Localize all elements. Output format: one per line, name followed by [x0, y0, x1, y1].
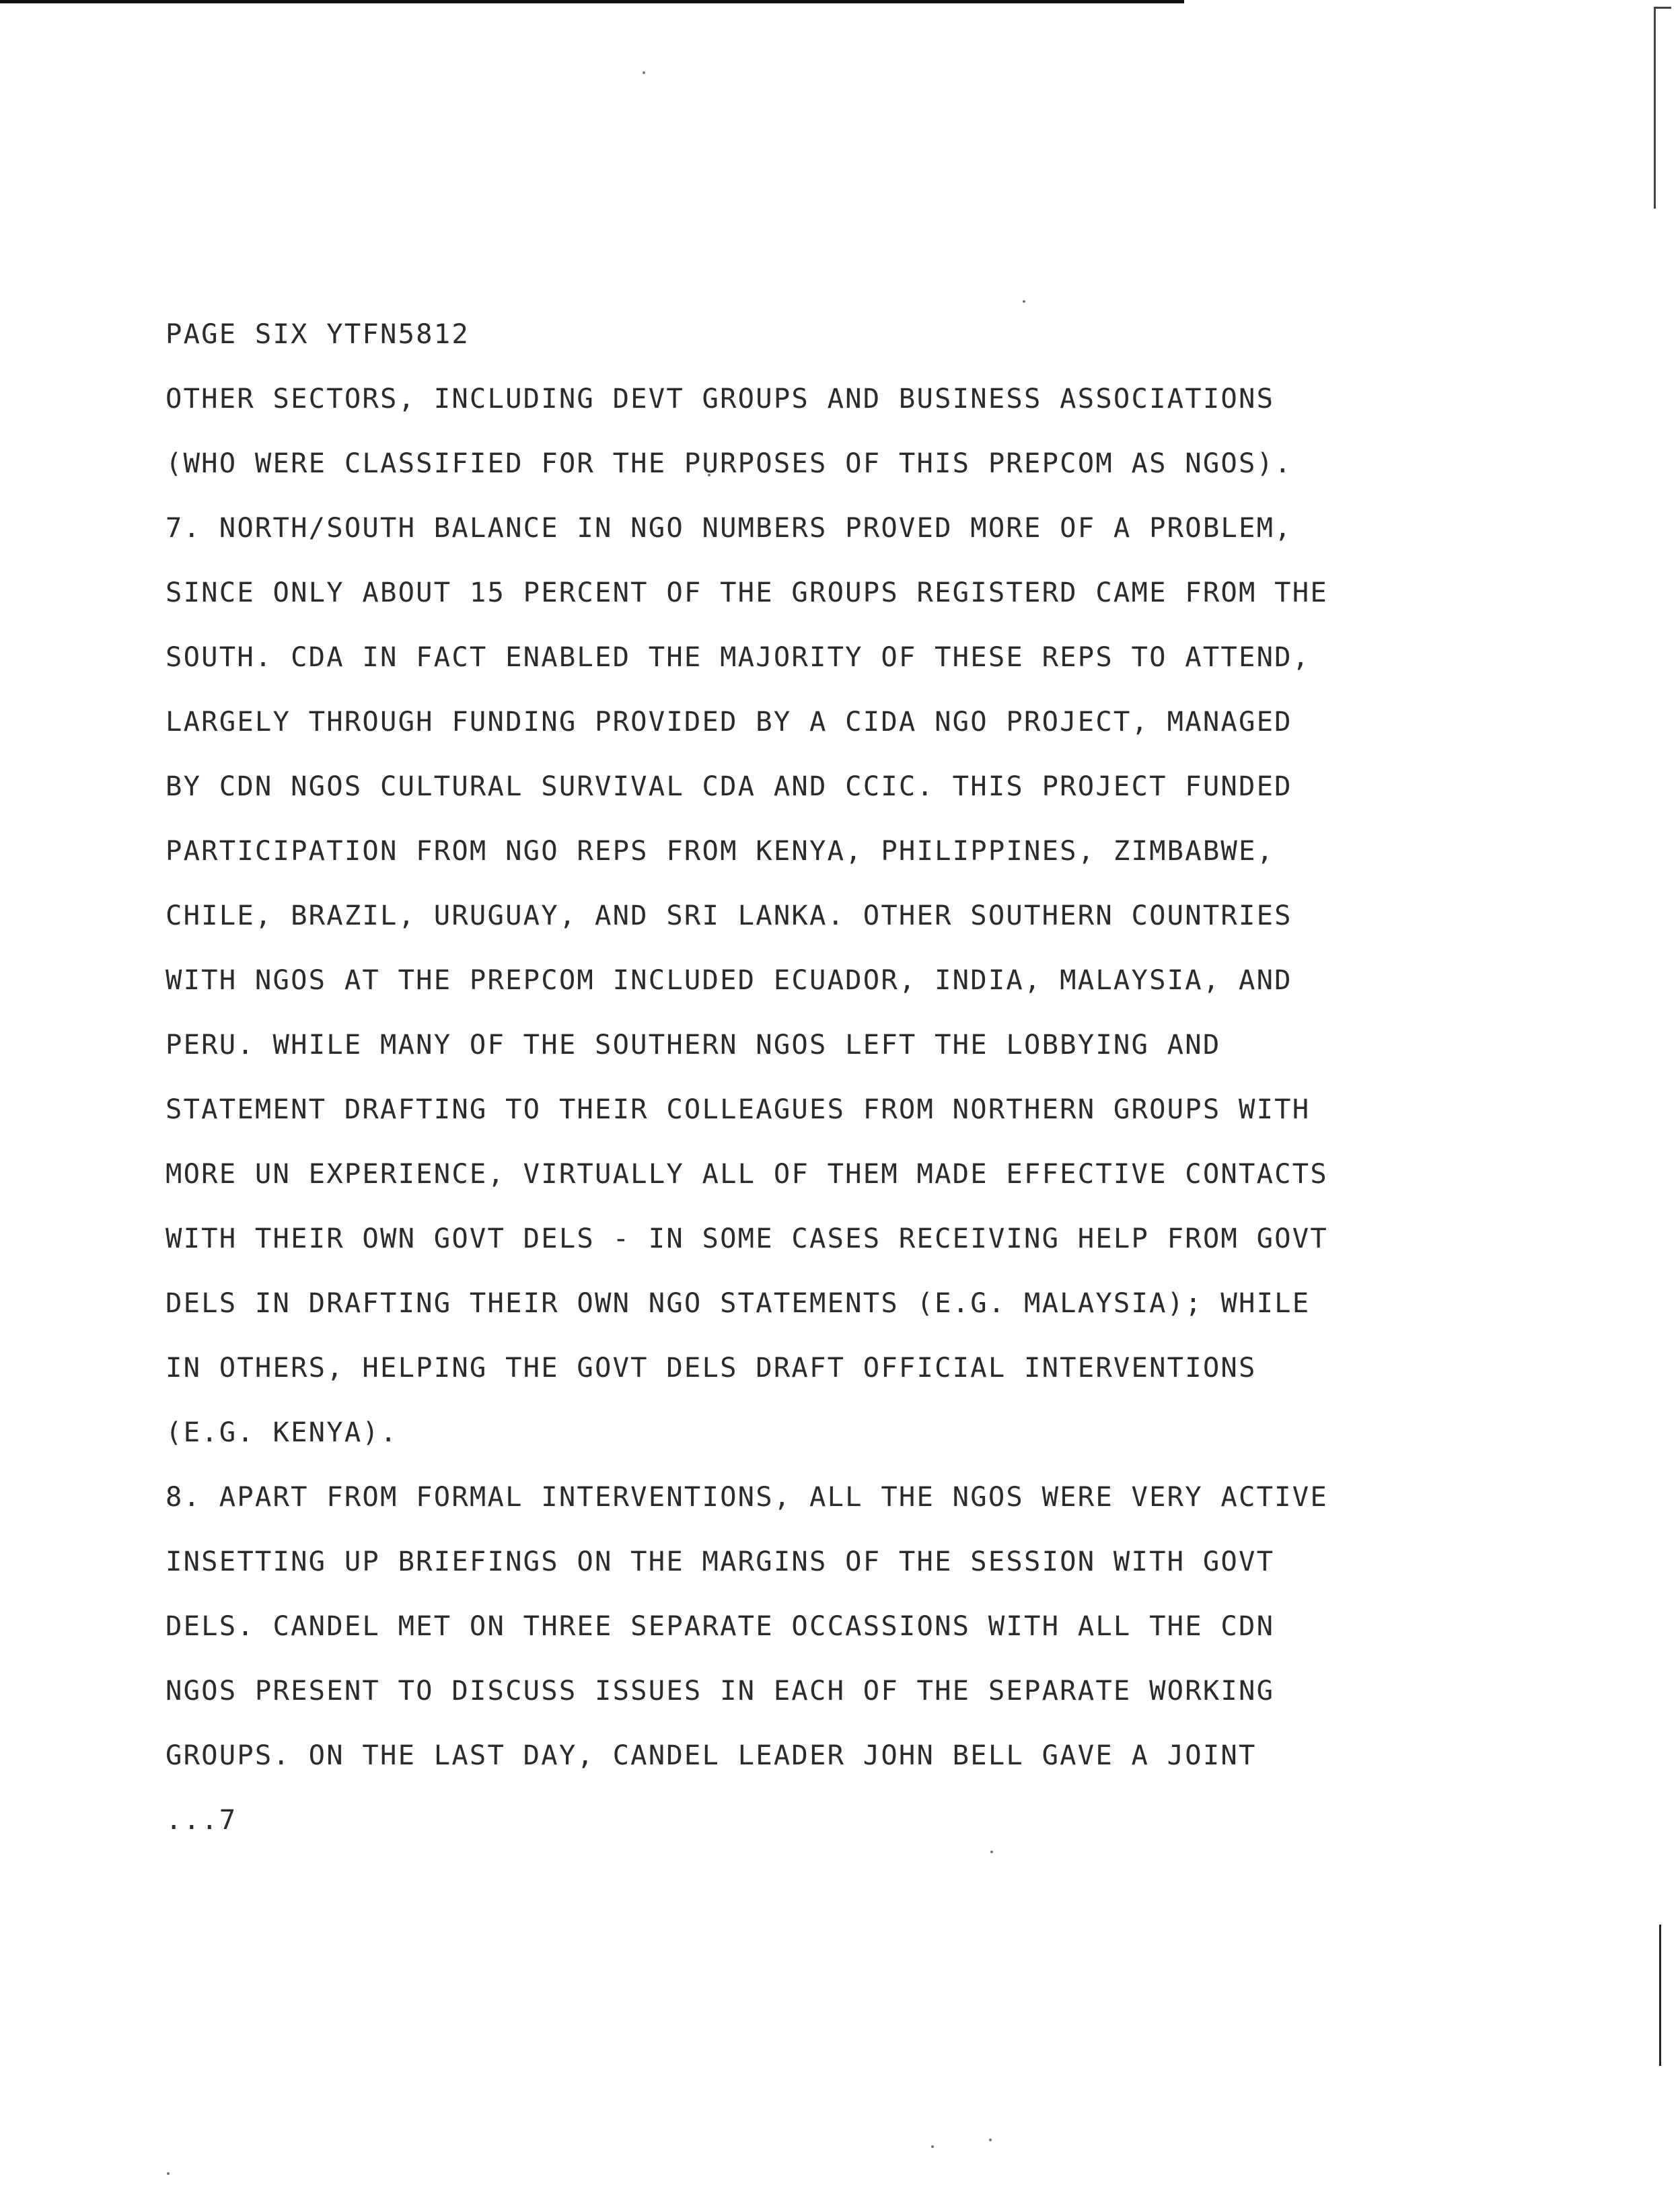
text-line: 7. NORTH/SOUTH BALANCE IN NGO NUMBERS PROVED MORE OF A PROBLEM,: [166, 511, 1292, 544]
scan-speck: [989, 2139, 992, 2141]
text-line: IN OTHERS, HELPING THE GOVT DELS DRAFT OFFICIAL INTERVENTIONS: [166, 1351, 1257, 1384]
text-line: SINCE ONLY ABOUT 15 PERCENT OF THE GROUPS REGISTERD CAME FROM THE: [166, 576, 1328, 608]
teletype-document: [166, 301, 1328, 1852]
scan-speck: [167, 2172, 170, 2175]
text-line: BY CDN NGOS CULTURAL SURVIVAL CDA AND CCIC. THIS PROJECT FUNDED: [166, 770, 1292, 802]
text-line: MORE UN EXPERIENCE, VIRTUALLY ALL OF THEM MADE EFFECTIVE CONTACTS: [166, 1157, 1328, 1190]
top-edge-rule: [0, 0, 1184, 3]
text-line: (E.G. KENYA).: [166, 1416, 398, 1448]
text-line: DELS. CANDEL MET ON THREE SEPARATE OCCASSIONS WITH ALL THE CDN: [166, 1610, 1275, 1642]
text-line: WITH NGOS AT THE PREPCOM INCLUDED ECUADOR, INDIA, MALAYSIA, AND: [166, 964, 1292, 996]
right-edge-bracket-bottom: [1659, 1925, 1661, 2066]
text-line: STATEMENT DRAFTING TO THEIR COLLEAGUES FROM NORTHERN GROUPS WITH: [166, 1093, 1311, 1125]
right-edge-bracket-top: [1654, 7, 1656, 209]
text-line: NGOS PRESENT TO DISCUSS ISSUES IN EACH OF THE SEPARATE WORKING: [166, 1674, 1275, 1707]
scan-speck: [643, 71, 645, 74]
right-edge-bracket-cap: [1654, 7, 1671, 9]
text-line: (WHO WERE CLASSIFIED FOR THE PURPOSES OF THIS PREPCOM AS NGOS).: [166, 447, 1292, 479]
text-line: INSETTING UP BRIEFINGS ON THE MARGINS OF THE SESSION WITH GOVT: [166, 1545, 1275, 1577]
text-line: PERU. WHILE MANY OF THE SOUTHERN NGOS LEFT THE LOBBYING AND: [166, 1028, 1221, 1061]
text-line: LARGELY THROUGH FUNDING PROVIDED BY A CIDA NGO PROJECT, MANAGED: [166, 705, 1292, 738]
text-line: WITH THEIR OWN GOVT DELS - IN SOME CASES RECEIVING HELP FROM GOVT: [166, 1222, 1328, 1254]
page-header: PAGE SIX YTFN5812: [166, 318, 470, 350]
continuation-marker: ...7: [166, 1803, 238, 1836]
text-line: 8. APART FROM FORMAL INTERVENTIONS, ALL THE NGOS WERE VERY ACTIVE: [166, 1480, 1328, 1513]
text-line: SOUTH. CDA IN FACT ENABLED THE MAJORITY OF THESE REPS TO ATTEND,: [166, 641, 1311, 673]
text-line: PARTICIPATION FROM NGO REPS FROM KENYA, PHILIPPINES, ZIMBABWE,: [166, 834, 1275, 867]
scan-speck: [931, 2145, 934, 2148]
text-line: CHILE, BRAZIL, URUGUAY, AND SRI LANKA. OTHER SOUTHERN COUNTRIES: [166, 899, 1292, 931]
text-line: DELS IN DRAFTING THEIR OWN NGO STATEMENTS (E.G. MALAYSIA); WHILE: [166, 1287, 1311, 1319]
text-line: OTHER SECTORS, INCLUDING DEVT GROUPS AND BUSINESS ASSOCIATIONS: [166, 382, 1275, 415]
text-line: GROUPS. ON THE LAST DAY, CANDEL LEADER JOHN BELL GAVE A JOINT: [166, 1739, 1257, 1771]
